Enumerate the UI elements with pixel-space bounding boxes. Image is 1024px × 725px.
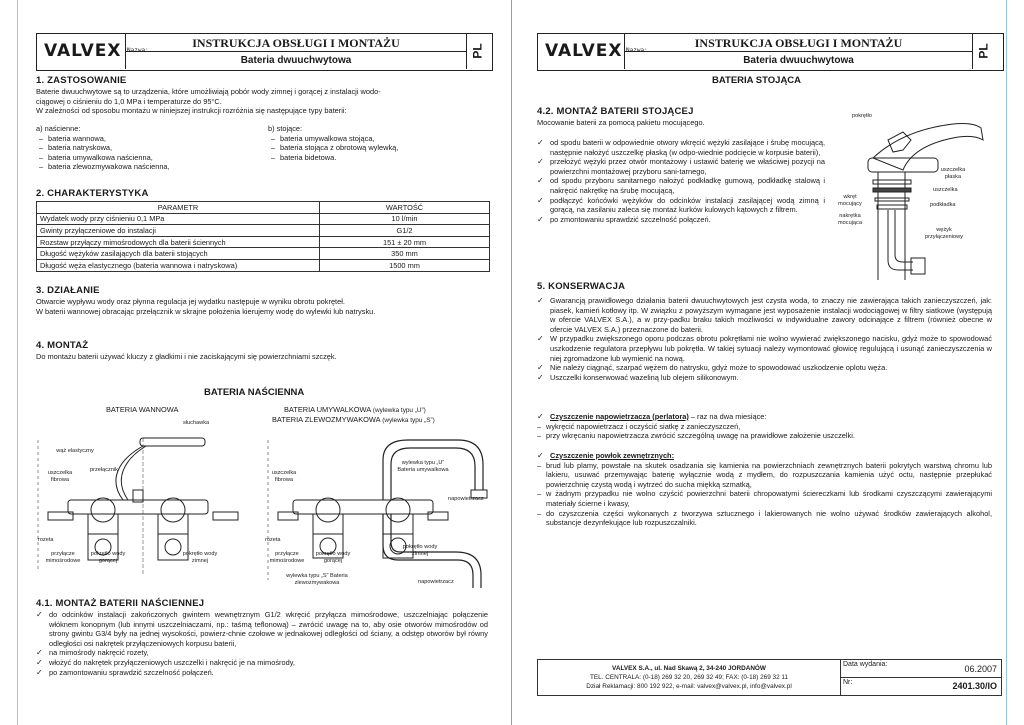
table-cell: Długość węża elastycznego (bateria wannowa i natryskowa) xyxy=(37,259,320,271)
list-item: ✓ po zamontowaniu sprawdzić szczelność połączeń. xyxy=(36,668,488,678)
section-heading: 3. DZIAŁANIE xyxy=(36,285,100,296)
label-pokretlo-zimne: pokrętło wody zimnej xyxy=(402,544,438,557)
table-row xyxy=(37,259,490,271)
list-item: ✓ włożyć do nakrętek przyłączeniowych uszczelki i nakręcić je na mimośrody, xyxy=(36,658,488,668)
table-row xyxy=(37,225,490,237)
diagram-caption: BATERIA WANNOWA xyxy=(106,405,179,414)
table-row xyxy=(37,213,490,225)
doc-title: INSTRUKCJA OBSŁUGI I MONTAŻU xyxy=(694,36,903,50)
label-waz: wąż elastyczny xyxy=(56,448,94,454)
list-item: ✓ od spodu baterii w odpowiednie otwory wkręcić wężyki zasilające i śrubę mocującą, następnie nałożyć uszczelkę płaską (w odpo-wiednie podcięcie w korpusie baterii), xyxy=(537,138,825,157)
label-rozeta: rozeta xyxy=(265,537,281,543)
section-text: Otwarcie wypływu wody oraz płynna regulacja jej wydatku następuje w wyniku obrotu pokręteł. W baterii wannowej obracając przełącznik w skrajne położenia kierujemy wodę do wylewki lub natrysku. xyxy=(36,297,376,316)
table-cell: Rozstaw przyłączy mimośrodowych dla baterii ściennych xyxy=(37,236,320,248)
label-wezyk: wężyk przyłączeniowy xyxy=(925,227,963,240)
date-value: 06.2007 xyxy=(964,664,997,674)
table-header: WARTOŚĆ xyxy=(320,202,490,214)
footer-company: VALVEX S.A., ul. Nad Skawą 2, 34-240 JORDANÓW xyxy=(612,665,766,672)
table-cell: G1/2 xyxy=(320,225,490,237)
type-list-b: b) stojące: – bateria umywalkowa stojąca, – bateria stojąca z obrotową wylewką, – bateria bidetowa. xyxy=(268,124,488,162)
label-przylacze: przyłącze mimośrodowe xyxy=(269,551,305,564)
lang-code: PL xyxy=(976,43,991,59)
diagram-title: BATERIA NAŚCIENNA xyxy=(204,387,305,398)
spec-table xyxy=(36,201,490,272)
list-item: – bateria umywalkowa stojąca, xyxy=(268,134,488,144)
table-header: PARAMETR xyxy=(37,202,320,214)
list-item: ✓ Nie należy ciągnąć, szarpać wężem do natrysku, gdyż może to spowodować uszkodzenie oplotu węża. xyxy=(537,363,992,373)
list-item: – bateria stojąca z obrotową wylewką, xyxy=(268,143,488,153)
footer-table xyxy=(537,659,1002,696)
label-pokretlo-gorace: pokrętło wody gorącej xyxy=(315,551,351,564)
table-row xyxy=(37,236,490,248)
nr-label: Nr: xyxy=(843,679,853,686)
label-napowietrzacz: napowietrzacz xyxy=(448,496,484,502)
section-heading: 4.2. MONTAŻ BATERII STOJĄCEJ xyxy=(537,106,694,117)
label-wylewka-s: wylewka typu „S” Bateria zlewozmywakowa xyxy=(286,573,348,586)
label-uszczelka: uszczelka xyxy=(933,187,958,193)
diagram-caption: BATERIA ZLEWOZMYWAKOWA (wylewka typu „S”) xyxy=(272,415,435,424)
list-item: ✓ na mimośrody nakręcić rozety, xyxy=(36,648,488,658)
section-heading: 2. CHARAKTERYSTYKA xyxy=(36,188,149,199)
list-item: ✓ Gwarancją prawidłowego działania baterii dwuuchwytowych jest czysta woda, to znaczy nie zawierająca takich zanieczyszczeń, jak: piasek, kamień kotłowy itp. W związku z powyższym wymagane jest wyposażenie instalacji wodociągowej w filtry siatkowe (występują w ofercie VALVEX S.A.), a w przy-padku braku takich możliwości w indywidualne zawory odcinające z filtrem (również obecne w ofercie VALVEX S.A.) przeznaczone do baterii. xyxy=(537,296,992,334)
right-page xyxy=(513,0,1024,725)
valvex-logo: VALVEX xyxy=(44,41,122,61)
install-steps xyxy=(537,138,825,224)
label-sluchawka: słuchawka xyxy=(183,420,210,426)
table-cell: 350 mm xyxy=(320,248,490,260)
section-heading: 1. ZASTOSOWANIE xyxy=(36,75,127,86)
list-item: – bateria bidetowa. xyxy=(268,153,488,163)
diagram-caption: BATERIA UMYWALKOWA (wylewka typu „U”) xyxy=(284,405,426,414)
section-text: Do montażu baterii używać kluczy z gładkimi i nie zaciskającymi się powierzchniami szczęk. xyxy=(36,352,337,361)
footer-reklamacje: Dział Reklamacji: 800 192 922, e-mail: valvex@valvex.pl, info@valvex.pl xyxy=(586,683,792,690)
section-text: Baterie dwuuchwytowe są to urządzenia, które umożliwiają pobór wody zimnej i gorącej z instalacji wodo- ciągowej o ciśnieniu do 1,0 MPa i temperaturze do 95°C. W zależności od sposobu montażu w niniejszej instrukcji rozróżnia się następujące typy baterii: xyxy=(36,87,381,116)
label-pokretlo-gorace: pokrętło wody gorącej xyxy=(90,551,126,564)
list-item: ✓ od spodu przyboru sanitarnego nałożyć podkładkę gumową, podkładkę stalową i nakręcić nakrętkę na śrubę mocującą, xyxy=(537,176,825,195)
table-cell: Wydatek wody przy ciśnieniu 0,1 MPa xyxy=(37,213,320,225)
label-wylewka-u: wylewka typu „U” Bateria umywalkowa xyxy=(397,460,449,473)
install-steps xyxy=(36,610,488,677)
table-row xyxy=(37,248,490,260)
nr-value: 2401.30/IO xyxy=(952,681,997,691)
page-divider xyxy=(511,0,512,725)
list-item: ✓ po zmontowaniu sprawdzić szczelność połączeń. xyxy=(537,215,825,225)
section-heading: 5. KONSERWACJA xyxy=(537,281,626,292)
list-item: – brud lub plamy, powstałe na skutek osadzania się kamienia na powierzchniach zewnętrznych baterii pokrytych warstwą chromu lub lakieru, usuwać przemywając baterię wyłącznie wodą z mydłem, do rozpuszczania kamienia użyć octu, następnie przepłukać powierzchnię czystą wodą i wytrzeć do sucha miękką szmatką, xyxy=(534,461,992,490)
product-name: Bateria dwuuchwytowa xyxy=(240,55,352,66)
maintenance-list xyxy=(537,296,992,382)
list-item: – bateria wannowa, xyxy=(36,134,256,144)
list-item: ✓ Uszczelki konserwować wazeliną lub olejem silikonowym. xyxy=(537,373,992,383)
list-item: – do czyszczenia części wykonanych z tworzywa sztucznego i lakierowanych nie wolno używać środków zawierających alkohol, substancje dezynfekujące lub rozpuszczalniki. xyxy=(534,509,992,528)
table-cell: 151 ± 20 mm xyxy=(320,236,490,248)
table-cell: Długość wężyków zasilających dla baterii stojących xyxy=(37,248,320,260)
date-label: Data wydania: xyxy=(843,661,888,668)
label-uszczelka: uszczelka fibrowa xyxy=(271,470,297,483)
label-uszczelka-plaska: uszczelka płaska xyxy=(940,167,966,180)
list-item: ✓ W przypadku zwiększonego oporu podczas obrotu pokrętłami nie wolno wywierać zwiększonego nacisku, gdyż może to spowodować uszkodzenie regulatora przepływu lub pokrętła. W takiej sytuacji należy wymontować głowicę regulującą i usunąć zanieczyszczenia w niej zgromadzone lub wymienić na nową. xyxy=(537,334,992,363)
list-item: – przy wkręcaniu napowietrzacza zwrócić szczególną uwagę na prawidłowe założenie uszczelki. xyxy=(534,431,992,441)
label-wkret: wkręt mocujący xyxy=(838,194,862,207)
list-item: – w żadnym przypadku nie wolno czyścić powierzchni baterii chropowatymi ściereczkami lub środkami czyszczącymi zawierającymi materiały ścierne i kwasy, xyxy=(534,489,992,508)
doc-title: INSTRUKCJA OBSŁUGI I MONTAŻU xyxy=(192,36,400,50)
label-pokretlo: pokrętło xyxy=(852,113,872,119)
type-list-a: a) naścienne: – bateria wannowa, – bateria natryskowa, – bateria umywalkowa naścienna, – bateria zlewozmywakowa naścienna, xyxy=(36,124,256,172)
wall-faucet-diagram xyxy=(28,420,508,600)
label-przelacznik: przełącznik xyxy=(90,467,118,473)
label-rozeta: rozeta xyxy=(38,537,54,543)
lang-code: PL xyxy=(470,43,485,59)
nazwa-label: Nazwa: xyxy=(127,47,149,54)
table-cell: 1500 mm xyxy=(320,259,490,271)
footer-phones: TEL. CENTRALA: (0-18) 269 32 20, 269 32 49; FAX: (0-18) 269 32 11 xyxy=(589,674,789,681)
table-cell: Gwinty przyłączeniowe do instalacji xyxy=(37,225,320,237)
list-item: ✓ do odcinków instalacji zakończonych gwintem wewnętrznym G1/2 wkręcić przyłącza mimośrodowe, uszczelniając połączenie włóknem konopnym (lub innymi uszczelniaczami, np.: taśmą teflonową) – zwrócić uwagę na to, aby osie otworów mimośrodów od strony gwintu G3/4 były na jednej wysokości, powierz-chnie czołowe w jednakowej odległości od ściany, a odstęp otworów był równy odległości osi nakrętek przyłączeniowych korpusu baterii, xyxy=(36,610,488,648)
product-name: Bateria dwuuchwytowa xyxy=(743,55,854,66)
label-napowietrzacz: napowietrzacz xyxy=(418,579,454,585)
label-przylacze: przyłącze mimośrodowe xyxy=(45,551,81,564)
list-item: – bateria natryskowa, xyxy=(36,143,256,153)
left-page xyxy=(0,0,511,725)
label-nakretka: nakrętka mocująca xyxy=(838,213,862,226)
page-subtitle: BATERIA STOJĄCA xyxy=(712,75,802,86)
nazwa-label: Nazwa: xyxy=(626,47,648,54)
list-item: – bateria zlewozmywakowa naścienna, xyxy=(36,162,256,172)
label-uszczelka: uszczelka fibrowa xyxy=(47,470,73,483)
section-text: Mocowanie baterii za pomocą pakietu mocującego. xyxy=(537,118,705,127)
list-item: – bateria umywalkowa naścienna, xyxy=(36,153,256,163)
list-item: ✓ podłączyć końcówki wężyków do odcinków instalacji zasilającej wodą zimną i gorącą, na zasilaniu zaleca się montaż kurków kulowych kątowych z filtrem. xyxy=(537,196,825,215)
valvex-logo: VALVEX xyxy=(545,41,623,61)
label-pokretlo-zimne: pokrętło wody zimnej xyxy=(182,551,218,564)
powloki-block: ✓ Czyszczenie powłok zewnętrznych: – brud lub plamy, powstałe na skutek osadzania się kamienia na powierzchniach zewnętrznych baterii pokrytych warstwą chromu lub lakieru, usuwać przemywając baterię wyłącznie wodą z mydłem, do rozpuszczania kamienia użyć octu, następnie przepłukać powierzchnię czystą wodą i wytrzeć do sucha miękką szmatką, – w żadnym przypadku nie wolno czyścić powierzchni baterii chropowatymi ściereczkami lub środkami czyszczącymi zawierającymi materiały ścierne i kwasy, – do czyszczenia części wykonanych z tworzywa sztucznego i lakierowanych nie wolno używać środków zawierających alkohol, substancje dezynfekujące lub rozpuszczalniki. xyxy=(537,451,992,528)
section-heading: 4.1. MONTAŻ BATERII NAŚCIENNEJ xyxy=(36,598,205,609)
list-item: ✓ przełożyć wężyki przez otwór montażowy i ustawić baterię we właściwej pozycji na powierzchni montażowej przyboru sani-tarnego, xyxy=(537,157,825,176)
label-podkladka: podkładka xyxy=(930,202,956,208)
perlator-block: ✓ Czyszczenie napowietrzacza (perlatora) – raz na dwa miesiące: – wykręcić napowietrzacz i oczyścić siatkę z zanieczyszczeń, – przy wkręcaniu napowietrzacza zwrócić szczególną uwagę na prawidłowe założenie uszczelki. xyxy=(537,412,992,441)
table-cell: 10 l/min xyxy=(320,213,490,225)
list-item: – wykręcić napowietrzacz i oczyścić siatkę z zanieczyszczeń, xyxy=(534,422,992,432)
section-heading: 4. MONTAŻ xyxy=(36,340,89,351)
